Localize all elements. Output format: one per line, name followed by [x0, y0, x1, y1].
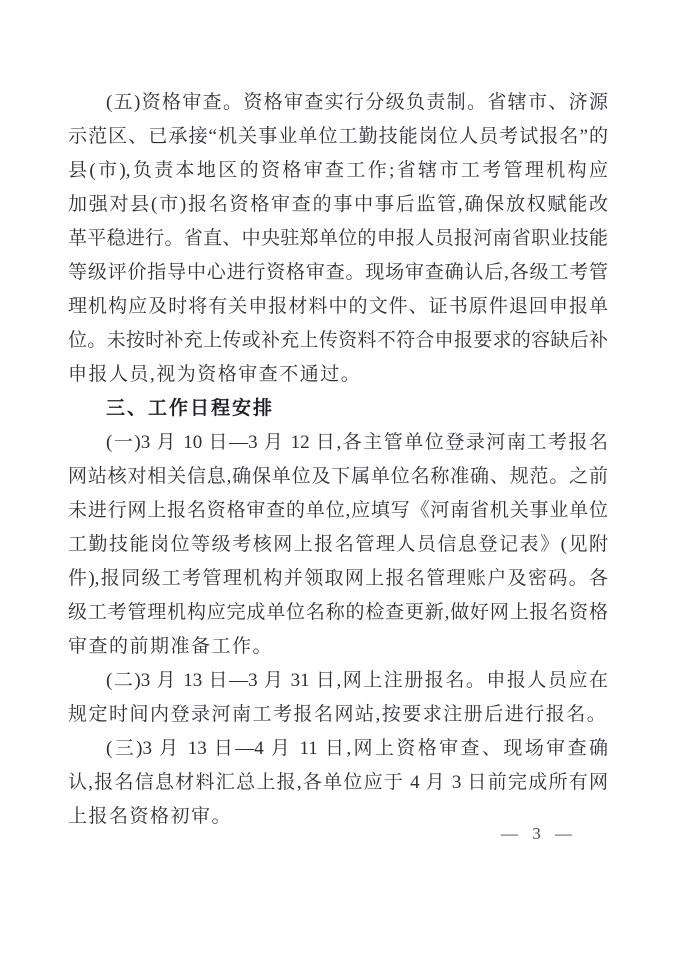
text-line: 示范区、已承接“机关事业单位工勤技能岗位人员考试报名”的: [68, 126, 608, 147]
text-line: 网站核对相关信息,确保单位及下属单位名称准确、规范。之前: [68, 466, 608, 487]
text-line: (三)3 月 13 日—4 月 11 日,网上资格审查、现场审查确: [106, 738, 608, 759]
text-line: (一)3 月 10 日—3 月 12 日,各主管单位登录河南工考报名: [106, 432, 608, 453]
page-number: — 3 —: [501, 824, 577, 843]
text-line: 未进行网上报名资格审查的单位,应填写《河南省机关事业单位: [68, 500, 608, 521]
text-line: 工勤技能岗位等级考核网上报名管理人员信息登记表》(见附: [68, 534, 608, 555]
text-line: 规定时间内登录河南工考报名网站,按要求注册后进行报名。: [68, 704, 608, 725]
document-body: [68, 86, 608, 834]
text-line: 件),报同级工考管理机构并领取网上报名管理账户及密码。各: [68, 568, 608, 589]
text-line: 理机构应及时将有关申报材料中的文件、证书原件退回申报单: [68, 296, 608, 317]
text-line: 等级评价指导中心进行资格审查。现场审查确认后,各级工考管: [68, 262, 608, 283]
text-line: 革平稳进行。省直、中央驻郑单位的申报人员报河南省职业技能: [68, 228, 608, 249]
text-line: 级工考管理机构应完成单位名称的检查更新,做好网上报名资格: [68, 602, 608, 623]
section-heading: 三、工作日程安排: [106, 398, 275, 419]
text-line: 县(市),负责本地区的资格审查工作;省辖市工考管理机构应: [68, 160, 608, 181]
text-line: (二)3 月 13 日—3 月 31 日,网上注册报名。申报人员应在: [106, 670, 608, 691]
text-line: 上报名资格初审。: [68, 806, 233, 827]
text-line: 申报人员,视为资格审查不通过。: [68, 364, 362, 385]
text-line: 位。未按时补充上传或补充上传资料不符合申报要求的容缺后补: [68, 330, 608, 351]
text-line: 认,报名信息材料汇总上报,各单位应于 4 月 3 日前完成所有网: [68, 772, 608, 793]
text-line: 加强对县(市)报名资格审查的事中事后监管,确保放权赋能改: [68, 194, 608, 215]
text-line: (五)资格审查。资格审查实行分级负责制。省辖市、济源: [106, 92, 608, 113]
text-line: 审查的前期准备工作。: [68, 636, 274, 657]
